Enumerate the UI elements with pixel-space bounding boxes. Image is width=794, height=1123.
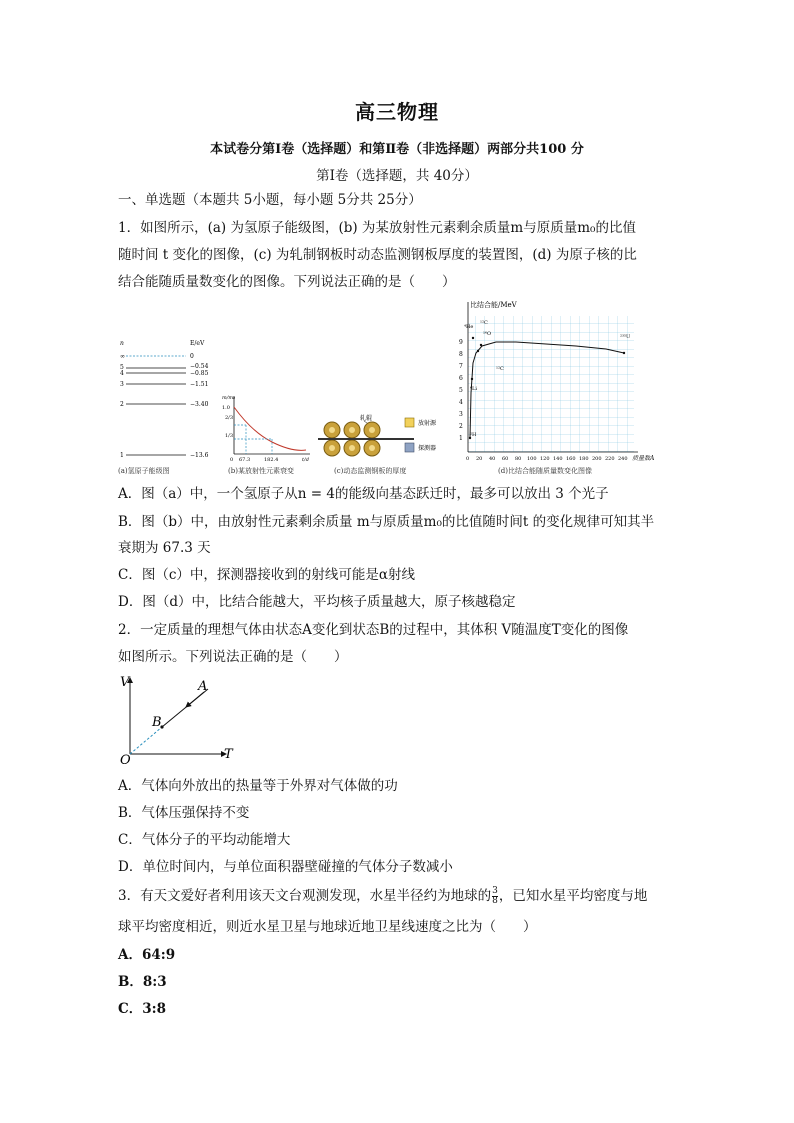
svg-text:7: 7	[459, 363, 463, 370]
svg-text:5: 5	[459, 387, 463, 394]
q2-o-label: O	[120, 753, 131, 764]
q3-option-b[interactable]: B．8:3	[118, 974, 167, 990]
fig-d-pt-he: ⁴He	[464, 324, 474, 330]
q2-stem-line1: 2．一定质量的理想气体由状态A变化到状态B的过程中，其体积 V随温度T变化的图像	[118, 622, 629, 638]
q2-vt-graph	[116, 672, 246, 764]
svg-text:3: 3	[459, 411, 463, 418]
level-n-1: 1	[120, 452, 124, 459]
svg-text:180: 180	[579, 456, 589, 462]
fig-c-detector-label: 探测器	[418, 445, 437, 452]
q1-option-c[interactable]: C．图（c）中，探测器接收到的射线可能是α射线	[118, 567, 416, 583]
fig-a-e-label: E/eV	[190, 340, 205, 347]
exam-subtitle: 本试卷分第Ⅰ卷（选择题）和第Ⅱ卷（非选择题）两部分共100 分	[210, 142, 584, 157]
fig-b-xtick-1: 67.3	[239, 457, 251, 463]
q2-option-b[interactable]: B．气体压强保持不变	[118, 805, 250, 821]
level-n-2: 2	[120, 401, 124, 408]
q2-dashed-extension	[130, 727, 162, 754]
q2-option-a[interactable]: A．气体向外放出的热量等于外界对气体做的功	[118, 778, 398, 794]
fig-d-grid	[468, 316, 634, 452]
fig-c-source-label: 放射源	[418, 420, 437, 427]
q1-stem-line1: 1．如图所示，(a) 为氢原子能级图，(b) 为某放射性元素剩余质量m与原质量m₀的比值	[118, 220, 636, 236]
q3-frac-num: 3	[492, 886, 498, 896]
q3-frac-den: 8	[492, 896, 498, 906]
level-e-1: −13.6	[190, 452, 209, 459]
q2-option-c[interactable]: C．气体分子的平均动能增大	[118, 832, 291, 848]
svg-text:6: 6	[459, 375, 463, 382]
fig-d-pt-u: ²³⁵U	[620, 334, 631, 340]
svg-text:140: 140	[553, 456, 563, 462]
svg-text:0: 0	[466, 456, 470, 462]
page-title: 高三物理	[355, 100, 439, 124]
fig-b-ytick-1: 1.0	[222, 405, 230, 411]
q1-option-b-line1[interactable]: B．图（b）中，由放射性元素剩余质量 m与原质量m₀的比值随时间t 的变化规律可知其半	[118, 514, 655, 530]
fig-b-y-label: m/m₀	[222, 395, 236, 401]
fig-b-decay-curve	[234, 407, 306, 450]
svg-text:1: 1	[459, 435, 463, 442]
level-n-inf: ∞	[120, 353, 125, 360]
q3-stem-line1	[118, 886, 647, 906]
q3-option-a[interactable]: A．64:9	[118, 947, 176, 963]
q3-option-c[interactable]: C．3:8	[118, 1001, 167, 1017]
fig-b-ytick-3: 1/3	[225, 433, 234, 439]
svg-text:220: 220	[605, 456, 615, 462]
fig-d-pt-c2: ¹²C	[496, 366, 504, 372]
fig-d-pt-o: ¹⁶O	[483, 331, 492, 337]
fig-d-pt-c: ¹²C	[480, 320, 488, 326]
svg-text:240: 240	[618, 456, 628, 462]
svg-text:4: 4	[459, 399, 463, 406]
fig-a-caption: (a)氢原子能级图	[118, 467, 170, 475]
fig-d-x-label: 质量数A	[632, 455, 655, 462]
level-n-5: 5	[120, 364, 124, 371]
q2-v-label: V	[120, 675, 130, 690]
level-e-5: −0.54	[190, 363, 209, 370]
svg-text:2: 2	[459, 423, 463, 430]
q3-stem-line2: 球平均密度相近，则近水星卫星与地球近地卫星线速度之比为（ ）	[118, 919, 537, 935]
fig-d-pt-h: ²H	[470, 432, 477, 438]
fig-d-caption: (d)比结合能随质量数变化图像	[498, 467, 592, 475]
q2-t-label: T	[224, 747, 233, 762]
q1-option-a[interactable]: A．图（a）中，一个氢原子从n = 4的能级向基态跃迁时，最多可以放出 3 个光子	[118, 486, 609, 502]
q3-fraction	[492, 887, 498, 906]
fig-c-roller-label: 轧辊	[360, 415, 373, 422]
svg-text:120: 120	[540, 456, 550, 462]
fig-d-pt-li: ⁶Li	[470, 386, 477, 392]
part-heading: 第Ⅰ卷（选择题，共 40分）	[316, 168, 478, 184]
fig-b-xtick-0: 0	[230, 457, 234, 463]
q2-b-label: B	[152, 715, 162, 730]
fig-b-x-label: t/d	[302, 457, 309, 463]
q3-stem-part1: 3．有天文爱好者利用该天文台观测发现，水星半径约为地球的	[118, 888, 492, 904]
figure-c-rolling-mill	[318, 414, 448, 464]
fig-c-caption: (c)动态监测钢板的厚度	[334, 467, 407, 475]
svg-text:60: 60	[502, 456, 509, 462]
q1-option-d[interactable]: D．图（d）中，比结合能越大，平均核子质量越大，原子核越稳定	[118, 594, 516, 610]
fig-b-caption: (b)某放射性元素衰变	[228, 467, 294, 475]
source-box	[405, 418, 414, 427]
level-n-3: 3	[120, 381, 124, 388]
svg-text:8: 8	[459, 351, 463, 358]
figure-a-energy-levels	[118, 336, 218, 476]
svg-text:40: 40	[489, 456, 496, 462]
fig-d-y-label: 比结合能/MeV	[470, 301, 517, 309]
svg-text:160: 160	[566, 456, 576, 462]
figure-b-decay-curve	[222, 392, 314, 464]
level-e-2: −3.40	[190, 401, 209, 408]
q2-option-d[interactable]: D．单位时间内，与单位面积器壁碰撞的气体分子数减小	[118, 859, 453, 875]
q2-direction-arrow	[186, 692, 204, 707]
q1-option-b-line2: 衰期为 67.3 天	[118, 540, 211, 556]
fig-a-n-label: n	[120, 340, 124, 347]
q1-stem-line2: 随时间 t 变化的图像，(c) 为轧制钢板时动态监测钢板厚度的装置图，(d) 为原子核的比	[118, 247, 637, 263]
level-e-4: −0.85	[190, 370, 209, 377]
level-n-4: 4	[120, 370, 124, 377]
q2-stem-line2: 如图所示。下列说法正确的是（ ）	[118, 649, 348, 665]
figure-d-binding-energy	[456, 298, 688, 466]
q3-stem-part2: ，已知水星平均密度与地	[498, 888, 648, 904]
level-e-inf: 0	[190, 353, 194, 360]
svg-text:9: 9	[459, 339, 463, 346]
svg-text:100: 100	[527, 456, 537, 462]
svg-text:80: 80	[515, 456, 522, 462]
level-e-3: −1.51	[190, 381, 209, 388]
svg-text:200: 200	[592, 456, 602, 462]
q2-a-label: A	[198, 679, 208, 694]
fig-b-ytick-2: 2/3	[225, 415, 234, 421]
detector-box	[405, 443, 414, 452]
section-heading: 一、单选题（本题共 5小题，每小题 5分共 25分）	[118, 192, 422, 208]
fig-b-xtick-2: 182.4	[264, 457, 279, 463]
q1-stem-line3: 结合能随质量数变化的图像。下列说法正确的是（ ）	[118, 274, 456, 290]
svg-text:20: 20	[476, 456, 483, 462]
